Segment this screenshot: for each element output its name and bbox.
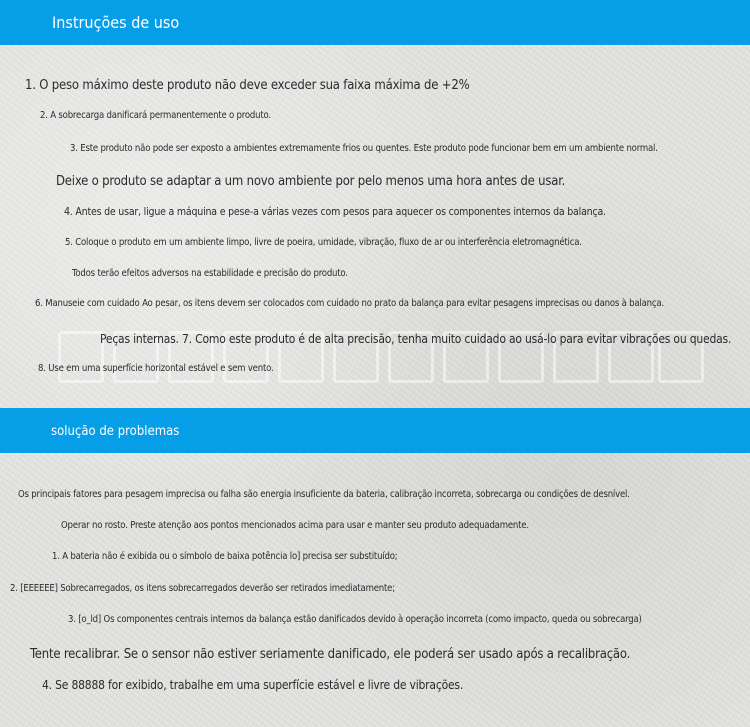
instruction-line-6: 6. Manuseie com cuidado Ao pesar, os itens devem ser colocados com cuidado no prato da balança para evitar pesagens imprecisas ou danos à balança. [35, 298, 664, 309]
troubleshooting-line-5: 3. [o_ld] Os componentes centrais internos da balança estão danificados devido à operação incorreta (como impacto, queda ou sobrecarga) [68, 614, 642, 625]
instruction-line-2: 2. A sobrecarga danificará permanentemente o produto. [40, 110, 271, 121]
instruction-line-4: 4. Antes de usar, ligue a máquina e pese-a várias vezes com pesos para aquecer os componentes internos da balança. [64, 206, 606, 218]
instruction-line-1: 1. O peso máximo deste produto não deve exceder sua faixa máxima de +2% [25, 78, 470, 93]
instruction-line-5: 5. Coloque o produto em um ambiente limpo, livre de poeira, umidade, vibração, fluxo de ar ou interferência eletromagnética. [65, 237, 582, 248]
instruction-line-3b: Deixe o produto se adaptar a um novo ambiente por pelo menos uma hora antes de usar. [56, 174, 566, 189]
section-header-troubleshooting [0, 408, 750, 453]
troubleshooting-line-6: Tente recalibrar. Se o sensor não estiver seriamente danificado, ele poderá ser usado após a recalibração. [30, 647, 631, 662]
instruction-line-5b: Todos terão efeitos adversos na estabilidade e precisão do produto. [72, 268, 348, 279]
troubleshooting-line-3: 1. A bateria não é exibida ou o símbolo de baixa potência lo] precisa ser substituído; [52, 551, 398, 562]
section-title-instructions: Instruções de uso [52, 13, 180, 32]
instruction-line-3: 3. Este produto não pode ser exposto a ambientes extremamente frios ou quentes. Este produto pode funcionar bem em um ambiente normal. [70, 143, 658, 154]
troubleshooting-line-1: Os principais fatores para pesagem imprecisa ou falha são energia insuficiente da bateria, calibração incorreta, sobrecarga ou condições de desnível. [18, 489, 630, 500]
watermark-glyph [58, 331, 104, 383]
section-header-instructions [0, 0, 750, 45]
section-title-troubleshooting: solução de problemas [51, 424, 180, 439]
instruction-line-7: Peças internas. 7. Como este produto é de alta precisão, tenha muito cuidado ao usá-lo para evitar vibrações ou quedas. [100, 332, 732, 346]
troubleshooting-line-4: 2. [EEEEEE] Sobrecarregados, os itens sobrecarregados deverão ser retirados imediatamente; [10, 583, 395, 594]
troubleshooting-line-2: Operar no rosto. Preste atenção aos pontos mencionados acima para usar e manter seu produto adequadamente. [61, 520, 529, 531]
instruction-line-8: 8. Use em uma superfície horizontal estável e sem vento. [38, 363, 274, 374]
troubleshooting-line-7: 4. Se 88888 for exibido, trabalhe em uma superfície estável e livre de vibrações. [42, 678, 464, 692]
